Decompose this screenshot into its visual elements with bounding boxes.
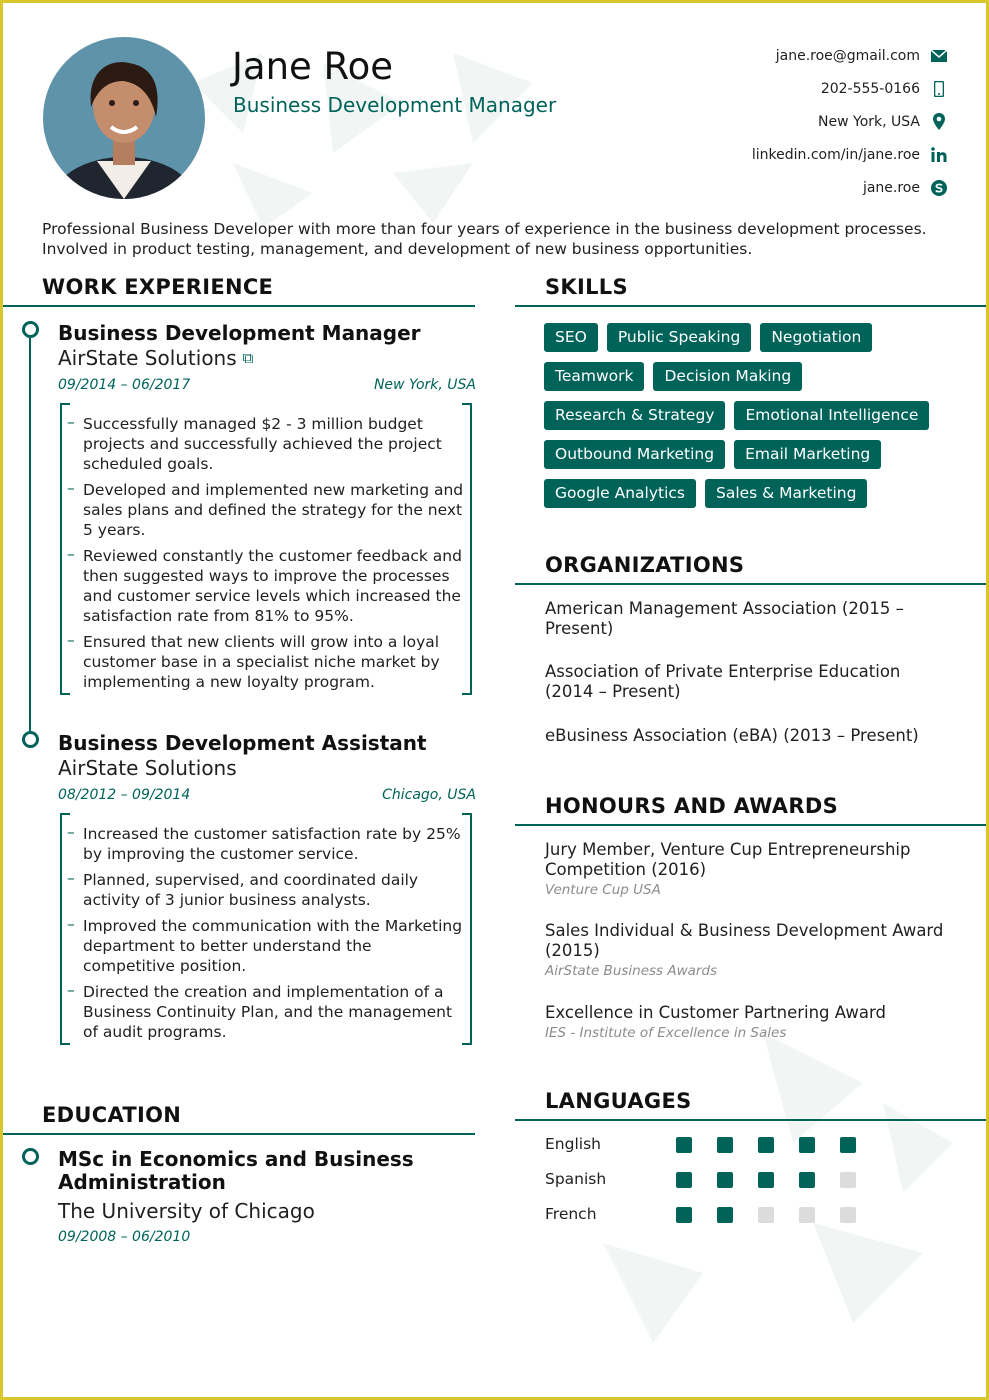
skill-tag: Negotiation bbox=[760, 323, 872, 352]
language-level-square bbox=[840, 1172, 856, 1188]
award-title: Jury Member, Venture Cup Entrepreneurship Competition (2016) bbox=[545, 840, 911, 879]
job-1-bullet: – Reviewed constantly the customer feedback and then suggested ways to improve the processes and customer service levels which increased the satisfaction rate from 81% to 95%. bbox=[67, 546, 467, 626]
organization-item: eBusiness Association (eBA) (2013 – Present) bbox=[545, 726, 919, 745]
profile-photo bbox=[43, 37, 205, 199]
education-dates: 09/2008 – 06/2010 bbox=[58, 1229, 191, 1245]
contact-location-text: New York, USA bbox=[818, 113, 920, 130]
language-row bbox=[545, 1205, 865, 1227]
contact-email[interactable] bbox=[528, 39, 948, 72]
contact-skype-text: jane.roe bbox=[862, 179, 920, 196]
job-1-bullet: – Developed and implemented new marketing and sales plans and defined the strategy for the next 5 years. bbox=[67, 480, 467, 540]
skill-tag: SEO bbox=[544, 323, 598, 352]
skill-tag: Outbound Marketing bbox=[544, 440, 725, 469]
skill-tag: Email Marketing bbox=[734, 440, 881, 469]
award-item bbox=[545, 921, 955, 979]
job-1-location: New York, USA bbox=[373, 377, 476, 393]
education-divider bbox=[3, 1133, 475, 1135]
job-1-dates: 09/2014 – 06/2017 bbox=[58, 377, 191, 393]
awards-divider bbox=[515, 824, 989, 826]
language-level-square bbox=[676, 1172, 692, 1188]
language-level-square bbox=[676, 1207, 692, 1223]
contact-location bbox=[528, 105, 948, 138]
language-level-square bbox=[758, 1172, 774, 1188]
language-row bbox=[545, 1135, 865, 1157]
contact-phone-text: 202-555-0166 bbox=[820, 80, 920, 97]
contact-linkedin[interactable] bbox=[528, 138, 948, 171]
job-2-title: Business Development Assistant bbox=[58, 731, 427, 755]
language-level-square bbox=[799, 1137, 815, 1153]
award-title: Excellence in Customer Partnering Award bbox=[545, 1003, 886, 1022]
job-1-bullet: – Successfully managed $2 - 3 million budget projects and successfully achieved the project scheduled goals. bbox=[67, 414, 467, 474]
job-2-bullet: – Directed the creation and implementation of a Business Continuity Plan, and the management of audit programs. bbox=[67, 982, 467, 1042]
job-2-meta bbox=[58, 787, 476, 803]
education-timeline-dot bbox=[22, 1148, 39, 1165]
linkedin-icon bbox=[930, 146, 948, 164]
award-issuer: AirState Business Awards bbox=[545, 963, 718, 979]
award-title: Sales Individual & Business Development Award (2015) bbox=[545, 921, 944, 960]
language-level-square bbox=[799, 1172, 815, 1188]
contact-skype[interactable] bbox=[528, 171, 948, 204]
work-experience-heading: WORK EXPERIENCE bbox=[42, 275, 274, 299]
job-1-bullet-list bbox=[67, 414, 467, 698]
language-level-square bbox=[717, 1172, 733, 1188]
job-2-bullet: – Improved the communication with the Marketing department to better understand the competitive position. bbox=[67, 916, 467, 976]
education-degree: MSc in Economics and Business Administration bbox=[58, 1147, 414, 1194]
skills-divider bbox=[515, 305, 989, 307]
skill-tag: Google Analytics bbox=[544, 479, 696, 508]
job-1-timeline-dot bbox=[22, 321, 39, 338]
candidate-role: Business Development Manager bbox=[233, 93, 557, 117]
contact-email-text: jane.roe@gmail.com bbox=[775, 47, 920, 64]
organizations-heading: ORGANIZATIONS bbox=[545, 553, 745, 577]
language-name: English bbox=[545, 1135, 601, 1153]
language-level-square bbox=[758, 1207, 774, 1223]
organizations-divider bbox=[515, 583, 989, 585]
languages-divider bbox=[515, 1119, 989, 1121]
job-1-company-name: AirState Solutions bbox=[58, 346, 237, 370]
candidate-name: Jane Roe bbox=[232, 45, 394, 88]
award-item bbox=[545, 1003, 955, 1041]
language-level-square bbox=[758, 1137, 774, 1153]
education-school: The University of Chicago bbox=[58, 1199, 315, 1223]
profile-summary: Professional Business Developer with more than four years of experience in the business development processes. Involved in product testing, management, and development of new business opportunities. bbox=[42, 220, 927, 258]
skill-tag: Emotional Intelligence bbox=[734, 401, 929, 430]
skill-tag: Teamwork bbox=[544, 362, 644, 391]
language-level-square bbox=[840, 1137, 856, 1153]
education-heading: EDUCATION bbox=[42, 1103, 182, 1127]
language-name: French bbox=[545, 1205, 597, 1223]
skill-tag: Sales & Marketing bbox=[705, 479, 867, 508]
job-1-bullet: – Ensured that new clients will grow into a loyal customer base in a specialist niche market by implementing a new loyalty program. bbox=[67, 632, 467, 692]
contact-list bbox=[528, 39, 948, 204]
external-link-icon[interactable]: ⧉ bbox=[242, 349, 254, 367]
language-level-square bbox=[717, 1137, 733, 1153]
envelope-icon bbox=[930, 47, 948, 65]
work-timeline-line bbox=[29, 335, 31, 740]
skills-tag-list bbox=[544, 323, 954, 518]
award-issuer: Venture Cup USA bbox=[545, 882, 661, 898]
skill-tag: Decision Making bbox=[653, 362, 802, 391]
skill-tag: Public Speaking bbox=[607, 323, 751, 352]
job-2-bullet: – Increased the customer satisfaction rate by 25% by improving the customer service. bbox=[67, 824, 467, 864]
award-item bbox=[545, 840, 955, 898]
skype-icon bbox=[930, 179, 948, 197]
contact-phone[interactable] bbox=[528, 72, 948, 105]
skills-heading: SKILLS bbox=[545, 275, 628, 299]
job-2-timeline-dot bbox=[22, 731, 39, 748]
language-level-square bbox=[676, 1137, 692, 1153]
organization-item: American Management Association (2015 – Present) bbox=[545, 599, 904, 638]
job-2-bullet-list bbox=[67, 824, 467, 1048]
job-1-meta bbox=[58, 377, 476, 393]
skill-tag: Research & Strategy bbox=[544, 401, 725, 430]
mobile-phone-icon bbox=[930, 80, 948, 98]
job-1-company[interactable] bbox=[58, 346, 253, 370]
job-2-company: AirState Solutions bbox=[58, 756, 237, 780]
job-1-title: Business Development Manager bbox=[58, 321, 421, 345]
language-name: Spanish bbox=[545, 1170, 607, 1188]
languages-heading: LANGUAGES bbox=[545, 1089, 692, 1113]
language-level-square bbox=[717, 1207, 733, 1223]
language-row bbox=[545, 1170, 865, 1192]
work-experience-divider bbox=[3, 305, 475, 307]
award-issuer: IES - Institute of Excellence in Sales bbox=[545, 1025, 787, 1041]
job-2-bullet: – Planned, supervised, and coordinated daily activity of 3 junior business analysts. bbox=[67, 870, 467, 910]
map-pin-icon bbox=[930, 113, 948, 131]
language-level-square bbox=[840, 1207, 856, 1223]
organization-item: Association of Private Enterprise Education (2014 – Present) bbox=[545, 662, 901, 701]
language-level-square bbox=[799, 1207, 815, 1223]
job-2-location: Chicago, USA bbox=[382, 787, 476, 803]
contact-linkedin-text: linkedin.com/in/jane.roe bbox=[751, 146, 920, 163]
job-2-dates: 08/2012 – 09/2014 bbox=[58, 787, 191, 803]
awards-heading: HONOURS AND AWARDS bbox=[545, 794, 838, 818]
